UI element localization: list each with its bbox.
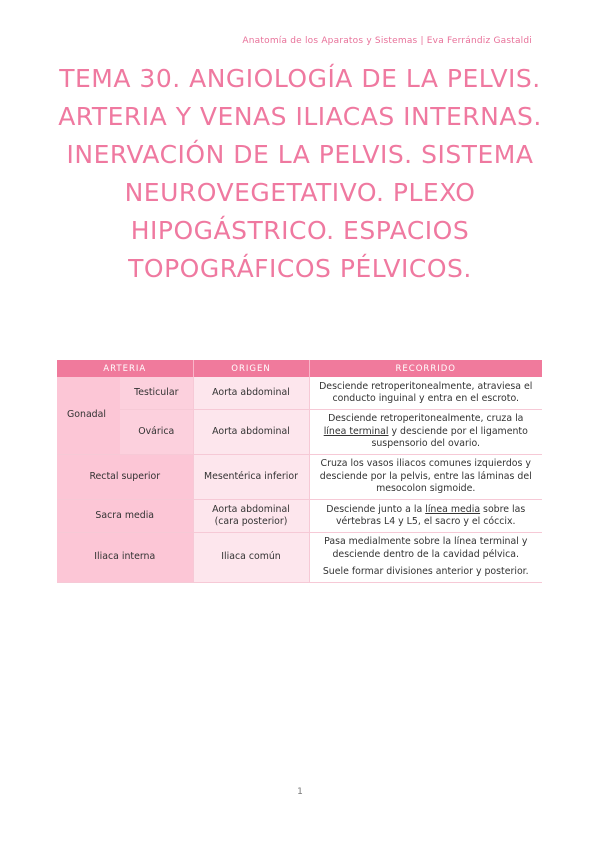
route-cell — [309, 410, 542, 455]
artery-iliaca-interna: Iliaca interna — [57, 533, 193, 583]
header-recorrido: RECORRIDO — [309, 360, 542, 377]
artery-gonadal: Gonadal — [57, 377, 120, 455]
origin-cell: Aorta abdominal — [193, 410, 309, 455]
route-text: Desciende retroperitonealmente, cruza la — [328, 413, 524, 425]
table-row — [57, 533, 542, 583]
artery-ovarica: Ovárica — [120, 410, 193, 455]
artery-rectal-superior: Rectal superior — [57, 455, 193, 500]
route-text: Desciende junto a la — [326, 503, 426, 515]
title-line: TOPOGRÁFICOS PÉLVICOS. — [128, 254, 472, 283]
underlined-term: línea terminal — [323, 425, 389, 437]
route-cell — [309, 533, 542, 583]
route-text: y desciende por el ligamento suspensorio del ovario. — [371, 425, 528, 450]
route-text: sobre las vértebras L4 y L5, el sacro y el cóccix. — [335, 503, 526, 527]
table-row — [57, 377, 542, 410]
table-row — [57, 410, 542, 455]
underlined-term: línea media — [425, 503, 481, 515]
title-line: ARTERIA Y VENAS ILIACAS INTERNAS. — [58, 102, 542, 131]
origin-cell: Aorta abdominal (cara posterior) — [193, 500, 309, 533]
title-line: INERVACIÓN DE LA PELVIS. SISTEMA — [66, 140, 534, 169]
route-cell — [309, 500, 542, 533]
artery-sacra-media: Sacra media — [57, 500, 193, 533]
header-arteria: ARTERIA — [57, 360, 193, 377]
origin-cell: Iliaca común — [193, 533, 309, 583]
origin-cell: Aorta abdominal — [193, 377, 309, 410]
title-line: NEUROVEGETATIVO. PLEXO — [124, 178, 476, 207]
arteries-table — [57, 360, 542, 583]
table-row — [57, 500, 542, 533]
page-number: 1 — [297, 787, 303, 797]
route-text: Suele formar divisiones anterior y posterior. — [322, 566, 529, 577]
route-cell: Cruza los vasos iliacos comunes izquierdos y desciende por la pelvis, entre las láminas del mesocolon sigmoide. — [309, 455, 542, 500]
table-header-row — [57, 360, 542, 377]
title-line: HIPOGÁSTRICO. ESPACIOS — [130, 216, 470, 245]
route-cell: Desciende retroperitonealmente, atraviesa el conducto inguinal y entra en el escroto. — [309, 377, 542, 410]
table-row — [57, 455, 542, 500]
header-origen: ORIGEN — [193, 360, 309, 377]
origin-cell: Mesentérica inferior — [193, 455, 309, 500]
running-header: Anatomía de los Aparatos y Sistemas | Eva Ferrándiz Gastaldi — [242, 36, 532, 46]
artery-testicular: Testicular — [120, 377, 193, 410]
page-title — [40, 60, 560, 288]
title-line: TEMA 30. ANGIOLOGÍA DE LA PELVIS. — [59, 64, 541, 93]
route-text: Pasa medialmente sobre la línea terminal y desciende dentro de la cavidad pélvica. — [324, 536, 528, 560]
